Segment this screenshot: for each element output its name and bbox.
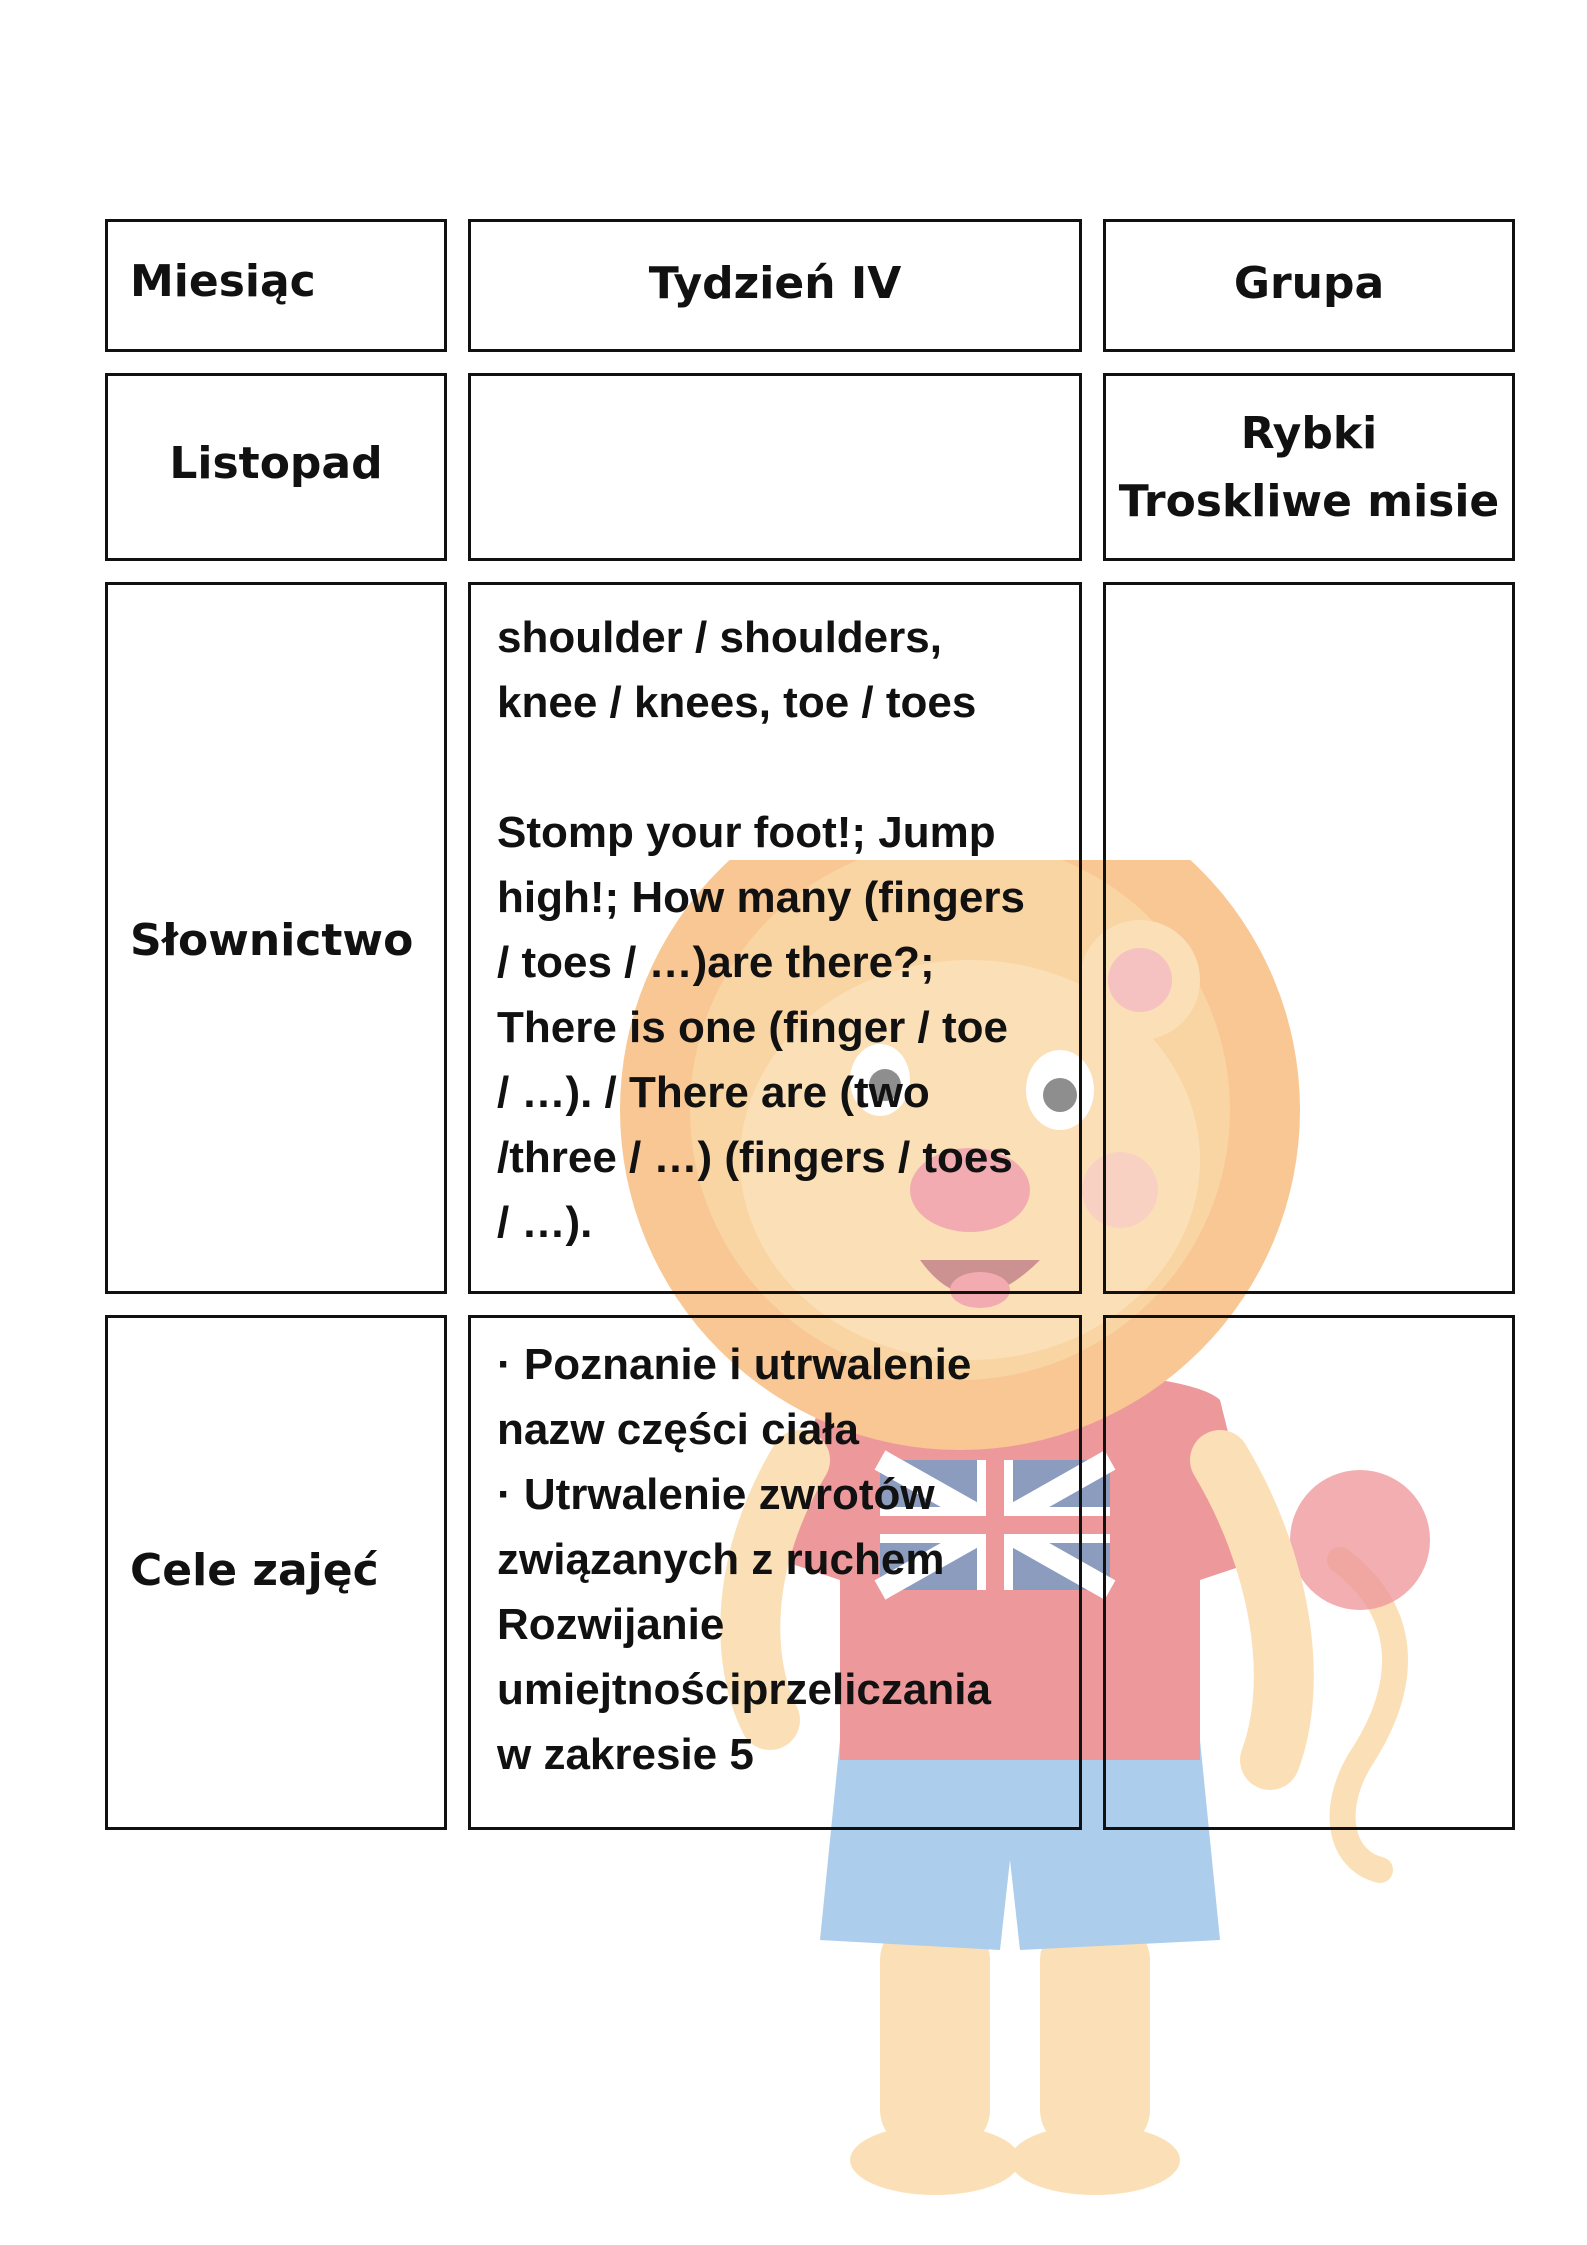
vocabulary-content: [497, 605, 1061, 1255]
goal-line: nazw części ciała: [497, 1405, 859, 1454]
vocab-line: / …). / There are (two: [497, 1068, 930, 1117]
goals-content-cell: [468, 1315, 1082, 1830]
goals-content: [497, 1332, 1061, 1787]
goal-line: · Utrwalenie zwrotów: [497, 1470, 935, 1519]
vocab-line: /three / …) (fingers / toes: [497, 1133, 1013, 1182]
goals-label-cell: [105, 1315, 447, 1830]
month-value-cell: [105, 373, 447, 561]
week-value-cell: [468, 373, 1082, 561]
goals-label: Cele zajęć: [130, 1545, 379, 1596]
header-group-cell: [1103, 219, 1515, 352]
goal-line: związanych z ruchem: [497, 1535, 945, 1584]
vocabulary-content-cell: [468, 582, 1082, 1294]
vocabulary-label-cell: [105, 582, 447, 1294]
vocabulary-label: Słownictwo: [130, 915, 414, 966]
goals-extra-cell: [1103, 1315, 1515, 1830]
vocab-line: high!; How many (fingers: [497, 873, 1025, 922]
vocab-line: / …).: [497, 1198, 593, 1247]
header-week-cell: [468, 219, 1082, 352]
vocab-line: There is one (finger / toe: [497, 1003, 1008, 1052]
goal-line: Rozwijanie: [497, 1600, 725, 1649]
month-value: Listopad: [169, 438, 383, 489]
goal-line: umiejtnościprzeliczania: [497, 1665, 991, 1714]
header-group-label: Grupa: [1233, 258, 1385, 309]
group-value-cell: [1103, 373, 1515, 561]
group-name-2: Troskliwe misie: [1118, 476, 1500, 527]
group-name-1: Rybki: [1240, 408, 1378, 459]
vocabulary-extra-cell: [1103, 582, 1515, 1294]
vocab-line: knee / knees, toe / toes: [497, 678, 977, 727]
goal-line: w zakresie 5: [497, 1730, 754, 1779]
header-month-cell: [105, 219, 447, 352]
goal-line: · Poznanie i utrwalenie: [497, 1340, 972, 1389]
vocab-line: shoulder / shoulders,: [497, 613, 942, 662]
vocab-line: / toes / …)are there?;: [497, 938, 935, 987]
vocab-line: Stomp your foot!; Jump: [497, 808, 996, 857]
header-week-label: Tydzień IV: [648, 258, 902, 309]
header-month-label: Miesiąc: [130, 256, 316, 307]
